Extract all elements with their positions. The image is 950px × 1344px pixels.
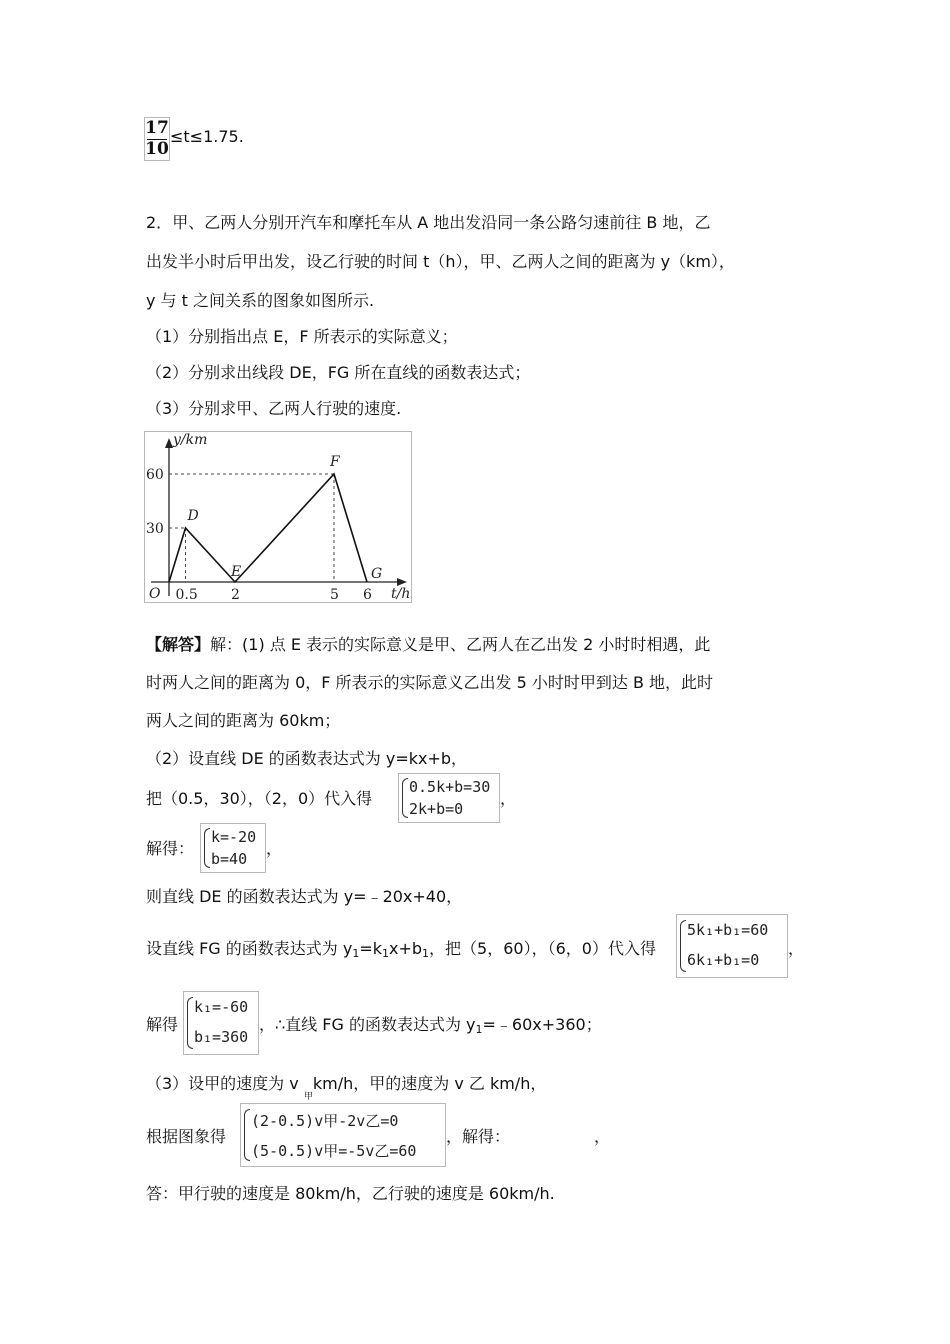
fg-setup-c: x+b xyxy=(389,939,423,958)
answer-tag: 【解答】 xyxy=(146,635,211,654)
p3-sub: 甲 xyxy=(303,1092,313,1102)
x-tick-label-6: 6 xyxy=(363,587,372,602)
sys2-eq1: 5k₁+b₁=60 xyxy=(687,921,769,939)
y-tick-label-60: 60 xyxy=(146,467,164,483)
fg-setup-sub2: 1 xyxy=(382,947,390,960)
equation-system-1 xyxy=(398,773,500,823)
sol2-eq1: k₁=-60 xyxy=(194,998,249,1016)
equation-system-3 xyxy=(240,1103,446,1167)
x-axis-label: t/h xyxy=(391,586,411,602)
answer-line2: 时两人之间的距离为 0，F 所表示的实际意义乙出发 5 小时时甲到达 B 地，此时 xyxy=(146,673,714,692)
fg-setup-a: 设直线 FG 的函数表达式为 y xyxy=(146,939,353,958)
p3-comma: ， xyxy=(594,1127,611,1146)
x-axis-arrow-icon xyxy=(397,578,407,586)
point-label-g: G xyxy=(371,566,383,582)
sys2-eq2: 6k₁+b₁=0 xyxy=(687,951,760,969)
brace-icon xyxy=(244,1109,250,1161)
distance-time-graph xyxy=(144,431,412,603)
answer-line3: 两人之间的距离为 60km； xyxy=(146,711,341,730)
solve-label-2: 解得 xyxy=(146,1015,179,1034)
distance-series-line xyxy=(169,474,367,582)
fg-result-b: =﹣60x+360； xyxy=(482,1015,602,1034)
y-axis-arrow-icon xyxy=(165,438,173,448)
y-axis-label: y/km xyxy=(173,432,208,448)
fg-result-sub: 1 xyxy=(475,1023,483,1036)
answer-part3 xyxy=(146,1071,546,1102)
question-line2: 出发半小时后甲出发，设乙行驶的时间 t（h），甲、乙两人之间的距离为 y（km）， xyxy=(146,252,735,271)
y-tick-label-30: 30 xyxy=(146,521,164,537)
fraction-numerator: 17 xyxy=(145,118,169,138)
question-line3: y 与 t 之间关系的图象如图所示. xyxy=(146,291,375,310)
p3-solve: ，解得： xyxy=(446,1127,511,1146)
fg-setup-sub1: 1 xyxy=(352,947,360,960)
fg-setup-sub3: 1 xyxy=(422,947,430,960)
x-tick-label-0-5: 0.5 xyxy=(175,587,198,602)
answer-substitute: 把（0.5，30），（2，0）代入得 xyxy=(146,789,373,808)
equation-system-2 xyxy=(676,914,788,978)
answer-text-1: 解：(1) 点 E 表示的实际意义是甲、乙两人在乙出发 2 小时时相遇，此 xyxy=(210,635,711,654)
solution-system-2 xyxy=(183,991,259,1055)
x-tick-label-2: 2 xyxy=(231,587,240,602)
question-part1: （1）分别指出点 E，F 所表示的实际意义； xyxy=(146,327,458,346)
de-result: 则直线 DE 的函数表达式为 y=﹣20x+40， xyxy=(146,887,463,906)
point-label-e: E xyxy=(231,564,242,580)
inequality-text: ≤t≤1.75. xyxy=(170,127,244,146)
p3-graph-label: 根据图象得 xyxy=(146,1127,227,1146)
answer-line1 xyxy=(146,632,710,655)
sol1-eq2: b=40 xyxy=(211,850,248,868)
fg-setup-d: ，把（5，60），（6，0）代入得 xyxy=(429,939,656,958)
sys1-comma: ， xyxy=(500,789,517,808)
fg-setup-b: =k xyxy=(359,939,383,958)
graph-svg xyxy=(145,432,411,602)
fraction-denominator: 10 xyxy=(145,139,169,159)
sys2-comma: ， xyxy=(788,939,805,958)
question-line1 xyxy=(146,210,710,233)
sol1-comma: ， xyxy=(266,839,283,858)
brace-icon xyxy=(680,920,686,972)
brace-icon xyxy=(187,997,193,1049)
p3-a: （3）设甲的速度为 v xyxy=(146,1074,304,1093)
solve-label-1: 解得： xyxy=(146,839,195,858)
fg-result xyxy=(259,1012,602,1036)
origin-label: O xyxy=(149,586,161,602)
point-label-d: D xyxy=(187,508,199,524)
sys3-eq1: (2-0.5)v甲-2v乙=0 xyxy=(251,1112,399,1130)
sol1-eq1: k=-20 xyxy=(211,828,257,846)
brace-icon xyxy=(402,778,408,818)
fg-setup xyxy=(146,936,656,960)
sys1-eq2: 2k+b=0 xyxy=(409,800,464,818)
question-part3: （3）分别求甲、乙两人行驶的速度. xyxy=(146,399,402,418)
question-part2: （2）分别求出线段 DE，FG 所在直线的函数表达式； xyxy=(146,363,531,382)
point-label-f: F xyxy=(330,454,340,470)
brace-icon xyxy=(204,828,210,868)
final-answer: 答：甲行驶的速度是 80km/h，乙行驶的速度是 60km/h. xyxy=(146,1184,555,1203)
answer-part2-line1: （2）设直线 DE 的函数表达式为 y=kx+b， xyxy=(146,749,468,768)
fg-result-a: ，∴直线 FG 的函数表达式为 y xyxy=(259,1015,476,1034)
x-tick-label-5: 5 xyxy=(330,587,339,602)
solution-system-1 xyxy=(200,823,266,873)
sys3-eq2: (5-0.5)v甲=-5v乙=60 xyxy=(251,1142,417,1160)
question-text-1: 甲、乙两人分别开汽车和摩托车从 A 地出发沿同一条公路匀速前往 B 地，乙 xyxy=(172,213,711,232)
sol2-eq2: b₁=360 xyxy=(194,1028,249,1046)
sys1-eq1: 0.5k+b=30 xyxy=(409,778,491,796)
p3-b: km/h，甲的速度为 v 乙 km/h， xyxy=(312,1074,547,1093)
fraction-17-10 xyxy=(144,117,170,161)
question-number: 2． xyxy=(146,213,173,232)
